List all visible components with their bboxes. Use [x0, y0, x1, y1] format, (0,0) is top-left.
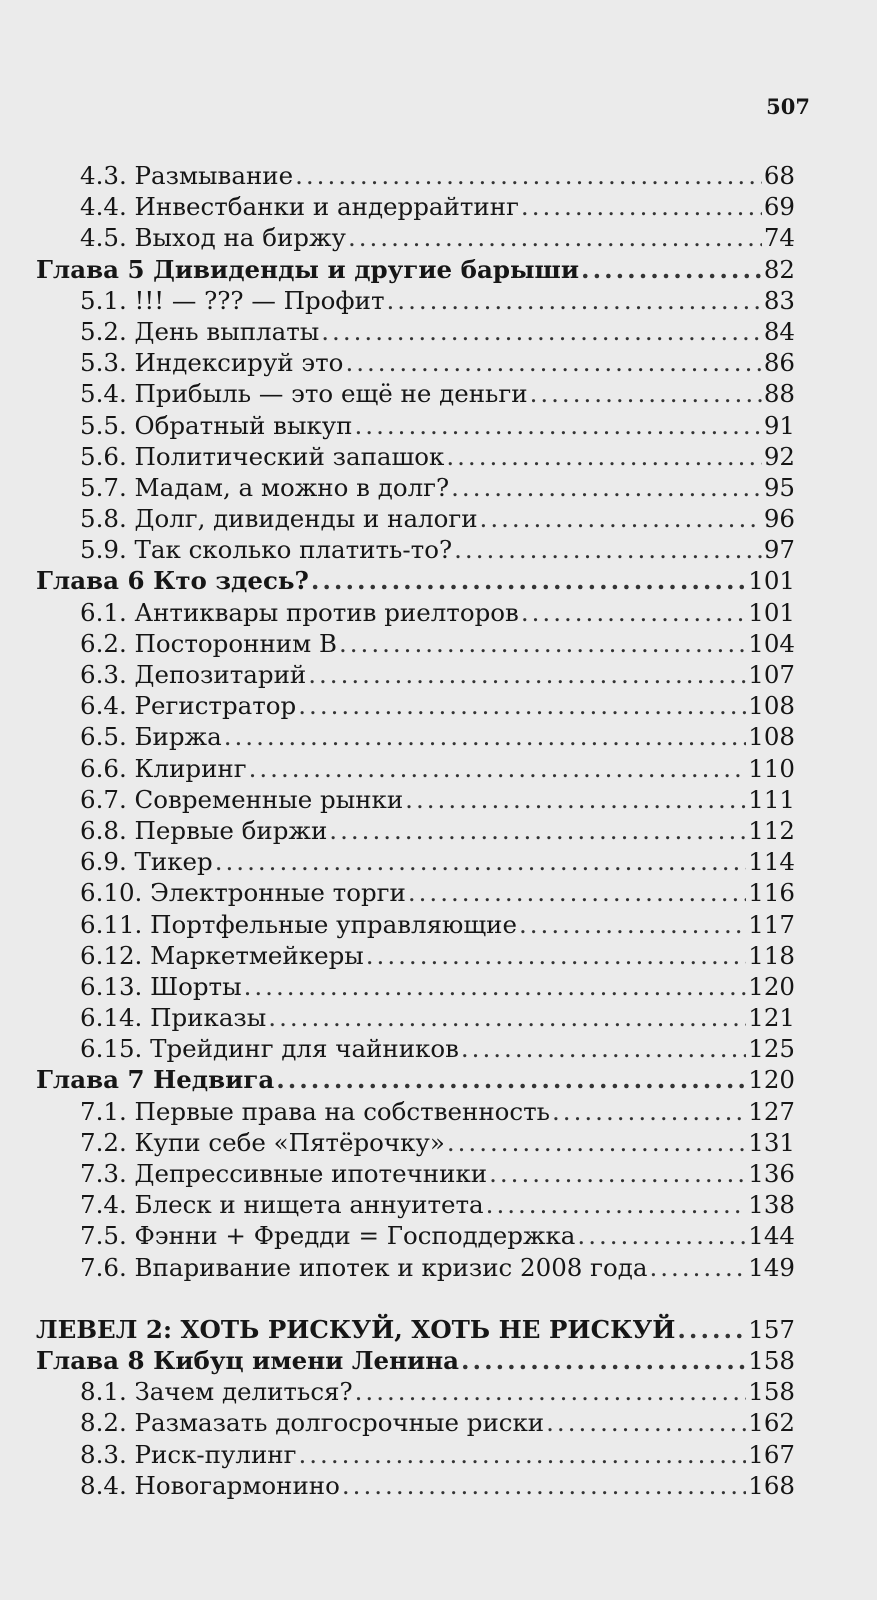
toc-entry-page: 121 [748, 1003, 795, 1033]
toc-entry-title: 8.4. Новогармонино [80, 1470, 340, 1500]
toc-entry-title: 6.4. Регистратор [80, 691, 297, 721]
toc-chapter-row [36, 254, 795, 285]
dot-leader [519, 909, 746, 940]
toc-section-row [36, 971, 795, 1002]
toc-entry-page: 92 [763, 441, 795, 471]
toc-entry-title: Глава 5 Дивиденды и другие барыши [36, 254, 580, 284]
dot-leader [268, 1002, 746, 1033]
dot-leader [224, 721, 747, 752]
toc-section-row [36, 877, 795, 908]
toc-section-row [36, 1376, 795, 1407]
toc-entry-title: 7.6. Впаривание ипотек и кризис 2008 года [80, 1252, 648, 1282]
toc-entry-page: 112 [748, 815, 795, 845]
toc-section-row [36, 1002, 795, 1033]
dot-leader [249, 753, 747, 784]
dot-leader [298, 690, 746, 721]
toc-entry-title: 7.5. Фэнни + Фредди = Господдержка [80, 1221, 576, 1251]
dot-leader [451, 472, 762, 503]
toc-section-row [36, 846, 795, 877]
toc-entry-page: 157 [748, 1314, 795, 1344]
toc-section-row [36, 784, 795, 815]
toc-entry-title: 6.11. Портфельные управляющие [80, 909, 517, 939]
dot-leader [244, 971, 747, 1002]
toc-entry-page: 104 [748, 628, 795, 658]
toc-entry-page: 84 [763, 316, 795, 346]
toc-entry-title: 8.1. Зачем делиться? [80, 1377, 353, 1407]
toc-entry-page: 158 [748, 1377, 795, 1407]
toc-entry-title: 6.1. Антиквары против риелторов [80, 597, 519, 627]
toc-entry-title: 5.8. Долг, дивиденды и налоги [80, 504, 478, 534]
dot-leader [276, 1064, 746, 1095]
toc-section-row [36, 222, 795, 253]
toc-entry-title: 6.13. Шорты [80, 971, 242, 1001]
dot-leader [321, 316, 762, 347]
dot-leader [521, 191, 762, 222]
toc-entry-page: 101 [748, 597, 795, 627]
toc-entry-title: 7.4. Блеск и нищета аннуитета [80, 1190, 484, 1220]
dot-leader [677, 1314, 746, 1345]
toc-entry-page: 108 [748, 691, 795, 721]
toc-entry-title: 6.7. Современные рынки [80, 784, 404, 814]
toc-section-row [36, 940, 795, 971]
toc-section-row [36, 472, 795, 503]
dot-leader [649, 1252, 746, 1283]
toc-entry-title: 6.15. Трейдинг для чайников [80, 1034, 459, 1064]
toc-entry-title: 6.8. Первые биржи [80, 815, 328, 845]
dot-leader [348, 222, 762, 253]
toc-entry-page: 144 [748, 1221, 795, 1251]
toc-section-row [36, 1470, 795, 1501]
toc-entry-title: 4.4. Инвестбанки и андеррайтинг [80, 192, 519, 222]
toc-entry-page: 118 [748, 940, 795, 970]
toc-entry-page: 108 [748, 722, 795, 752]
dot-leader [329, 815, 746, 846]
toc-entry-page: 167 [748, 1439, 795, 1469]
toc-entry-title: 4.5. Выход на биржу [80, 223, 346, 253]
toc-section-row [36, 1033, 795, 1064]
dot-leader [489, 1158, 746, 1189]
toc-entry-page: 168 [748, 1470, 795, 1500]
toc-entry-page: 116 [748, 878, 795, 908]
toc-entry-title: 6.9. Тикер [80, 847, 213, 877]
toc-section-row [36, 378, 795, 409]
toc-entry-title: 4.3. Размывание [80, 161, 294, 190]
toc-entry-page: 110 [748, 753, 795, 783]
toc-section-row [36, 1252, 795, 1283]
dot-leader [366, 940, 746, 971]
toc-section-row [36, 659, 795, 690]
toc-entry-page: 86 [763, 348, 795, 378]
toc-section-row [36, 721, 795, 752]
toc-entry-title: 5.5. Обратный выкуп [80, 410, 353, 440]
dot-leader [552, 1096, 746, 1127]
toc-entry-page: 74 [763, 223, 795, 253]
dot-leader [339, 628, 746, 659]
toc-entry-title: Глава 8 Кибуц имени Ленина [36, 1345, 460, 1375]
toc-section-row [36, 1439, 795, 1470]
toc-section-row [36, 597, 795, 628]
toc-entry-title: 7.2. Купи себе «Пятёрочку» [80, 1127, 445, 1157]
toc-section-row [36, 815, 795, 846]
dot-leader [530, 378, 762, 409]
dot-leader [345, 347, 761, 378]
dot-leader [405, 784, 746, 815]
toc-entry-title: Глава 6 Кто здесь? [36, 566, 309, 596]
toc-entry-title: 7.1. Первые права на собственность [80, 1096, 551, 1126]
toc-section-row [36, 909, 795, 940]
toc-section-row [36, 534, 795, 565]
toc-chapter-row [36, 1345, 795, 1376]
toc-entry-title: 6.6. Клиринг [80, 753, 247, 783]
toc-entry-title: 6.12. Маркетмейкеры [80, 940, 364, 970]
toc-entry-title: Глава 7 Недвига [36, 1065, 275, 1095]
toc-entry-title: 5.7. Мадам, а можно в долг? [80, 472, 450, 502]
toc-entry-page: 138 [748, 1190, 795, 1220]
toc-entry-title: 5.6. Политический запашок [80, 441, 445, 471]
toc-entry-page: 111 [748, 784, 795, 814]
toc-entry-page: 149 [748, 1252, 795, 1282]
toc-entry-page: 69 [763, 192, 795, 222]
dot-leader [308, 659, 746, 690]
toc-section-row [36, 347, 795, 378]
toc-entry-title: 6.2. Посторонним В [80, 628, 337, 658]
toc-section-row [36, 1127, 795, 1158]
toc-entry-page: 114 [748, 847, 795, 877]
dot-leader [295, 160, 762, 191]
toc-section-row [36, 1220, 795, 1251]
dot-leader [447, 1127, 746, 1158]
dot-leader [446, 441, 761, 472]
toc-section-row [36, 1407, 795, 1438]
dot-leader [577, 1220, 746, 1251]
toc-entry-page: 95 [763, 472, 795, 502]
toc-chapter-row [36, 1314, 795, 1345]
dot-leader [454, 534, 762, 565]
dot-leader [355, 410, 762, 441]
toc-entry-title: 5.9. Так сколько платить-то? [80, 535, 453, 565]
toc-entry-page: 82 [763, 254, 795, 284]
dot-leader [461, 1033, 746, 1064]
toc-entry-page: 91 [763, 410, 795, 440]
toc-entry-page: 125 [748, 1034, 795, 1064]
dot-leader [215, 846, 747, 877]
toc-entry-title: 6.14. Приказы [80, 1003, 267, 1033]
toc-entry-page: 120 [748, 1065, 795, 1095]
toc-entry-title: 6.5. Биржа [80, 722, 222, 752]
toc-entry-page: 127 [748, 1096, 795, 1126]
toc-entry-page: 88 [763, 379, 795, 409]
toc-entry-title: 6.10. Электронные торги [80, 878, 406, 908]
toc-entry-title: 8.3. Риск-пулинг [80, 1439, 297, 1469]
toc-section-row [36, 1096, 795, 1127]
page-number: 507 [766, 94, 810, 119]
dot-leader [408, 877, 746, 908]
toc-section-row [36, 690, 795, 721]
toc-entry-title: ЛЕВЕЛ 2: ХОТЬ РИСКУЙ, ХОТЬ НЕ РИСКУЙ [36, 1314, 676, 1344]
toc-entry-title: 5.4. Прибыль — это ещё не деньги [80, 379, 528, 409]
toc-entry-page: 97 [763, 535, 795, 565]
dot-leader [298, 1439, 746, 1470]
toc-entry-page: 96 [763, 504, 795, 534]
toc-entry-title: 6.3. Депозитарий [80, 660, 307, 689]
table-of-contents [36, 160, 795, 1501]
toc-section-row [36, 191, 795, 222]
toc-section-row [36, 1189, 795, 1220]
dot-leader [461, 1345, 746, 1376]
toc-entry-page: 117 [748, 909, 795, 939]
toc-chapter-row [36, 565, 795, 596]
toc-entry-title: 7.3. Депрессивные ипотечники [80, 1159, 488, 1188]
toc-chapter-row [36, 1064, 795, 1095]
toc-entry-page: 107 [748, 660, 795, 689]
dot-leader [486, 1189, 747, 1220]
toc-section-row [36, 1158, 795, 1189]
toc-entry-title: 5.3. Индексируй это [80, 348, 344, 378]
toc-entry-title: 5.2. День выплаты [80, 316, 320, 346]
dot-leader [355, 1376, 747, 1407]
toc-section-row [36, 160, 795, 191]
dot-leader [581, 254, 762, 285]
toc-entry-page: 101 [748, 566, 795, 596]
dot-leader [546, 1407, 746, 1438]
toc-entry-page: 120 [748, 971, 795, 1001]
toc-entry-title: 8.2. Размазать долгосрочные риски [80, 1408, 545, 1438]
toc-section-row [36, 753, 795, 784]
toc-entry-page: 68 [763, 161, 795, 190]
toc-entry-page: 136 [748, 1159, 795, 1188]
toc-section-row [36, 410, 795, 441]
dot-leader [311, 565, 746, 596]
toc-entry-page: 131 [748, 1127, 795, 1157]
toc-entry-page: 83 [763, 285, 795, 315]
toc-entry-page: 158 [748, 1345, 795, 1375]
toc-entry-page: 162 [748, 1408, 795, 1438]
dot-leader [521, 597, 746, 628]
toc-section-row [36, 628, 795, 659]
toc-entry-title: 5.1. !!! — ??? — Профит [80, 285, 385, 315]
toc-section-row [36, 503, 795, 534]
dot-leader [480, 503, 762, 534]
toc-section-row [36, 285, 795, 316]
dot-leader [387, 285, 762, 316]
dot-leader [342, 1470, 746, 1501]
toc-section-row [36, 441, 795, 472]
toc-section-row [36, 316, 795, 347]
